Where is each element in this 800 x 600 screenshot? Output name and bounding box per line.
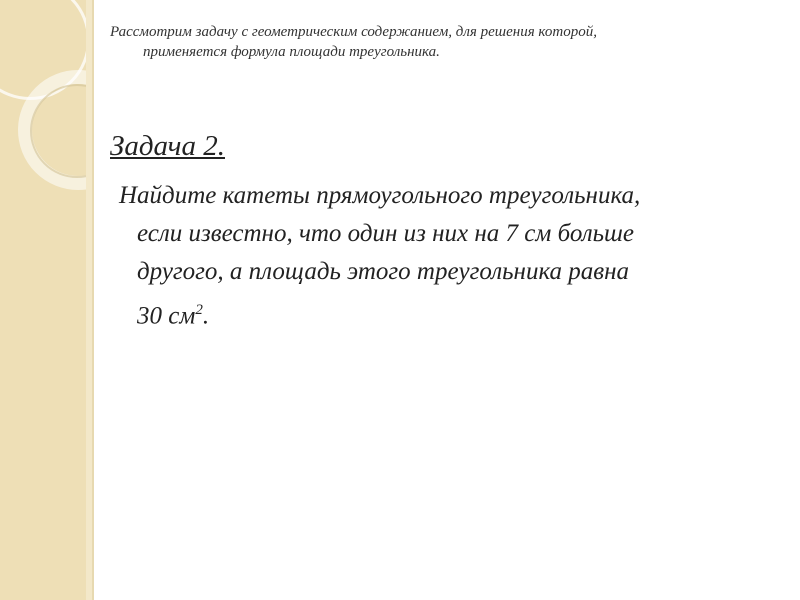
intro-line-2: применяется формула площади треугольника. — [143, 44, 440, 60]
task-statement — [119, 177, 779, 335]
task-line-4-prefix: 30 см — [137, 302, 196, 330]
decorative-rings — [0, 0, 94, 600]
superscript-exponent: 2 — [195, 302, 203, 318]
band-divider-line — [92, 0, 94, 600]
intro-text — [110, 22, 770, 62]
intro-line-1: Рассмотрим задачу с геометрическим содержанием, для решения которой, — [110, 24, 597, 40]
task-title: Задача 2. — [110, 130, 225, 162]
task-line-1: Найдите катеты прямоугольного треугольника, — [119, 182, 641, 209]
task-line-2: если известно, что один из них на 7 см больше — [137, 220, 634, 247]
task-line-4 — [119, 291, 779, 335]
task-line-4-suffix: . — [202, 302, 210, 330]
task-line-3: другого, а площадь этого треугольника равна — [137, 258, 630, 285]
